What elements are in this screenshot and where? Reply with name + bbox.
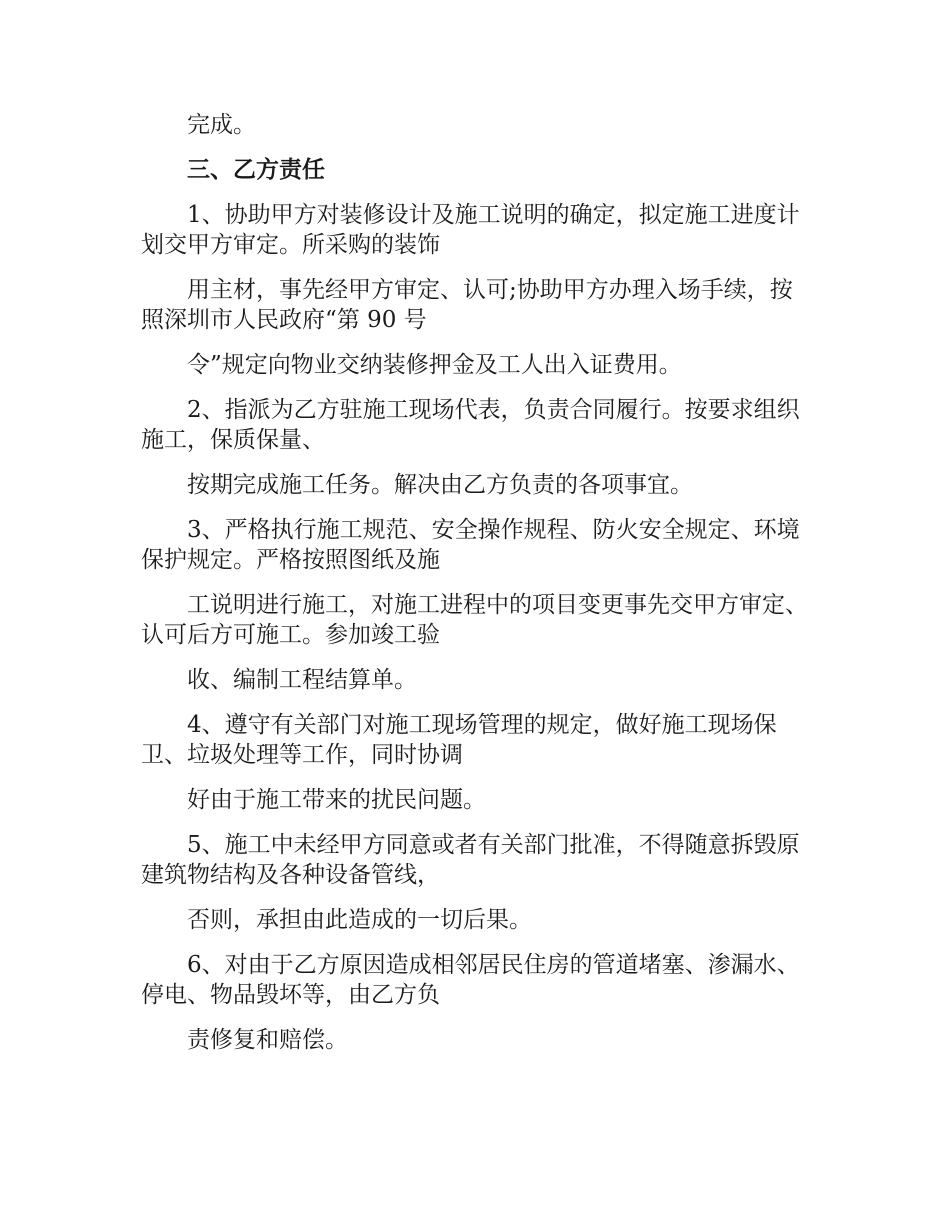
paragraph-item-1-end: 令”规定向物业交纳装修押金及工人出入证费用。 bbox=[187, 352, 682, 378]
paragraph-item-3-end: 收、编制工程结算单。 bbox=[187, 667, 417, 693]
paragraph-item-1-cont: 用主材，事先经甲方审定、认可;协助甲方办理入场手续，按照深圳市人民政府“第 90 号 bbox=[141, 277, 793, 333]
paragraph-item-6-end: 责修复和赔偿。 bbox=[187, 1027, 348, 1053]
paragraph-item-6: 6、对由于乙方原因造成相邻居民住房的管道堵塞、渗漏水、停电、物品毁坏等，由乙方负 bbox=[141, 952, 800, 1008]
paragraph-item-5-end: 否则，承担由此造成的一切后果。 bbox=[187, 907, 532, 933]
paragraph-item-2: 2、指派为乙方驻施工现场代表，负责合同履行。按要求组织施工，保质保量、 bbox=[141, 397, 800, 453]
paragraph-item-2-end: 按期完成施工任务。解决由乙方负责的各项事宜。 bbox=[187, 472, 693, 498]
paragraph-item-3-cont: 工说明进行施工，对施工进程中的项目变更事先交甲方审定、认可后方可施工。参加竣工验 bbox=[141, 592, 808, 648]
paragraph-item-1: 1、协助甲方对装修设计及施工说明的确定，拟定施工进度计划交甲方审定。所采购的装饰 bbox=[141, 202, 800, 258]
paragraph-continuation: 完成。 bbox=[187, 112, 256, 138]
document-body bbox=[141, 110, 811, 1070]
section-heading: 三、乙方责任 bbox=[187, 156, 325, 183]
paragraph-item-5: 5、施工中未经甲方同意或者有关部门批准，不得随意拆毁原建筑物结构及各种设备管线， bbox=[141, 832, 800, 888]
paragraph-item-3: 3、严格执行施工规范、安全操作规程、防火安全规定、环境保护规定。严格按照图纸及施 bbox=[141, 517, 800, 573]
paragraph-item-4-end: 好由于施工带来的扰民问题。 bbox=[187, 787, 486, 813]
paragraph-item-4: 4、遵守有关部门对施工现场管理的规定，做好施工现场保卫、垃圾处理等工作，同时协调 bbox=[141, 712, 777, 768]
